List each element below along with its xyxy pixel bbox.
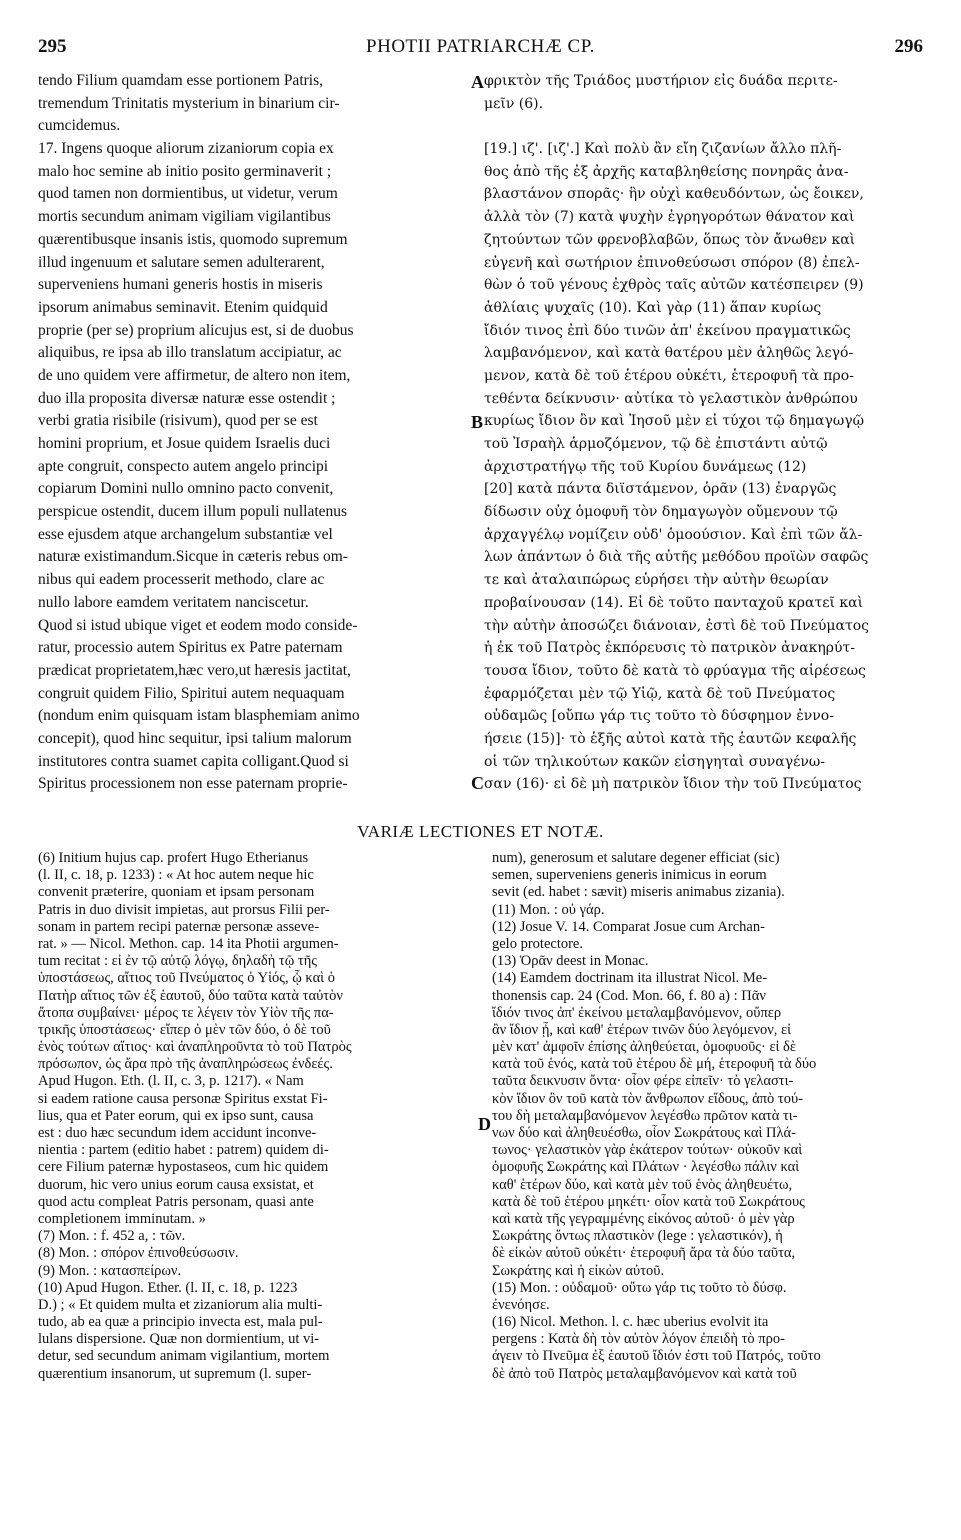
note-line: τρικῆς ὑποστάσεως· εἴπερ ὁ μὲν τῶν δύο, ὁ δὲ τοῦ xyxy=(38,1021,331,1038)
text-line: quod tamen non dormientibus, ut videtur, verum xyxy=(38,185,338,203)
text-line: λων ἁπάντων ὁ διὰ τῆς αὐτῆς μεθόδου προϊὼν σαφῶς xyxy=(484,549,869,566)
note-line: δὲ ἀπὸ τοῦ Πατρὸς μεταλαμβανόμενον καὶ κατὰ τοῦ xyxy=(492,1365,797,1382)
text-line: [20] κατὰ πάντα διϊστάμενον, ὁρᾶν (13) ἐναργῶς xyxy=(484,481,837,498)
note-line: (10) Apud Hugon. Ether. (l. II, c. 18, p. 1223 xyxy=(38,1279,298,1296)
greek-column xyxy=(484,70,924,796)
text-line: [19.] ιζ'. [ιζ'.] Καὶ πολὺ ἂν εἴη ζιζανίων ἄλλο πλῆ- xyxy=(484,141,842,158)
text-line: aliquibus, re ipsa ab illo translatum accipiatur, ac xyxy=(38,344,342,362)
note-line: ἴδιόν τινος ἀπ' ἐκείνου μεταλαμβανόμενον, οὔπερ xyxy=(492,1004,782,1021)
note-line: (15) Mon. : οὐδαμοῦ· οὔτω γάρ τις τοῦτο τὸ δύσφ. xyxy=(492,1279,787,1296)
note-line: quærentium insanorum, ut supremum (l. super- xyxy=(38,1365,312,1382)
note-line: πρόσωπον, ὡς ἄρα πρὸ τῆς ἀναπληρώσεως ἐνδεές. xyxy=(38,1056,333,1073)
text-line: θος ἀπὸ τῆς ἐξ ἀρχῆς καταβληθείσης πονηρᾶς ἀνα- xyxy=(484,163,849,180)
text-line: τουσα ἴδιον, τοῦτο δὲ κατὰ τὸ φρύαγμα τῆς αἱρέσεως xyxy=(484,662,866,679)
text-line: superveniens humani generis hostis in miseris xyxy=(38,276,323,294)
text-line: ἡ ἐκ τοῦ Πατρὸς ἐκπόρευσις τὸ πατρικὸν ἀνακηρύτ- xyxy=(484,640,855,657)
text-line: οἱ τῶν τηλικούτων κακῶν εἰσηγηταὶ συναγένω- xyxy=(484,753,826,770)
text-line: ζητούντων τῶν φρενοβλαβῶν, ὅπως τὸν ἄνωθεν καὶ xyxy=(484,231,856,248)
note-line: τωνος· γελαστικὸν γὰρ ἑκάτερον τούτων· οὐκοῦν καὶ xyxy=(492,1142,803,1159)
text-line: βλαστάνον σπορᾶς· ἣν οὐχὶ καθευδόντων, ὡς ἔοικεν, xyxy=(484,186,864,203)
note-line: thonensis cap. 24 (Cod. Mon. 66, f. 80 a) : Πᾶν xyxy=(492,987,766,1004)
note-line: Σωκράτης καὶ ἡ εἰκὼν αὐτοῦ. xyxy=(492,1262,665,1279)
text-line: θὼν ὁ τοῦ γένους ἐχθρὸς ταῖς αὐτῶν κατέσπειρεν (9) xyxy=(484,277,864,294)
text-line: εὐγενῆ καὶ σωτήριον ἐπινοθεύσωσι σπόρον (8) ἐπελ- xyxy=(484,254,860,271)
text-line: tendo Filium quamdam esse portionem Patris, xyxy=(38,72,323,89)
margin-letter-d: D xyxy=(478,1114,491,1134)
note-line: ὑποστάσεως, αἴτιος τοῦ Πνεύματος ὁ Υἱός, ᾧ καὶ ὁ xyxy=(38,970,335,987)
note-line: est : duo hæc secundum idem accidunt inconve- xyxy=(38,1125,317,1141)
text-line: ήσειε (15)]· τὸ ἑξῆς αὐτοὶ κατὰ τῆς ἑαυτῶν κεφαλῆς xyxy=(484,730,857,747)
text-line: οὐδαμῶς [οὔπω γάρ τις τοῦτο τὸ δύσφημον ἐννο- xyxy=(484,708,834,725)
note-line: καθ' ἑτέρων δύο, καὶ κατὰ μὲν τοῦ ἑνὸς ἀληθευέτω, xyxy=(492,1176,793,1193)
text-line: homini proprium, et Josue quidem Israelis duci xyxy=(38,435,331,452)
margin-letter-b: B xyxy=(471,412,484,432)
note-line: του δὴ μεταλαμβανόμενον λεγέσθω πρῶτον κατὰ τι- xyxy=(492,1107,798,1124)
note-line: D.) ; « Et quidem multa et zizaniorum alia multi- xyxy=(38,1296,323,1313)
page-number-right: 296 xyxy=(894,36,923,57)
note-line: Apud Hugon. Eth. (l. II, c. 3, p. 1217). « Nam xyxy=(38,1073,304,1090)
text-line: ratur, processio autem Spiritus ex Patre paternam xyxy=(38,639,343,657)
text-line: copiarum Domini nullo omnino pacto convenit, xyxy=(38,480,334,498)
note-line: ταῦτα δεικνυσιν ὄντα· οἷον φέρε εἰπεῖν· τὸ γελαστι- xyxy=(492,1073,794,1090)
text-line xyxy=(484,115,924,138)
text-line: ἀθλίαις ψυχαῖς (10). Καὶ γὰρ (11) ἅπαν κυρίως xyxy=(484,299,822,316)
text-line: μενον, κατὰ δὲ τοῦ ἑτέρου οὐκέτι, ἑτεροφυῆ τὰ προ- xyxy=(484,367,854,384)
text-line: apte congruit, conspecto autem angelo principi xyxy=(38,457,329,475)
note-line: detur, sed secundum animam vigilantium, mortem xyxy=(38,1348,330,1365)
text-line: δίδωσιν οὐχ ὁμοφυῆ τὸν δημαγωγὸν οὔμενουν τῷ xyxy=(484,504,838,521)
text-line: proprie (per se) proprium alicujus est, si de duobus xyxy=(38,321,354,339)
note-line: (7) Mon. : f. 452 a, : τῶν. xyxy=(38,1228,186,1245)
text-line: ἐφαρμόζεται μὲν τῷ Υἱῷ, κατὰ δὲ τοῦ Πνεύματος xyxy=(484,685,836,702)
note-line: μὲν κατ' ἀμφοῖν ἐπίσης ἀληθεύεται, ὁμοφυοῦς· εἰ δὲ xyxy=(492,1039,796,1056)
note-line: completionem imminutam. » xyxy=(38,1210,206,1227)
note-line: (11) Mon. : οὐ γάρ. xyxy=(492,901,605,918)
note-line: ἑνὸς τούτων αἴτιος· καὶ ἀναπληροῦντα τὸ τοῦ Πατρὸς xyxy=(38,1039,352,1056)
latin-column xyxy=(38,70,468,796)
note-line: Patris in duo divisit impietas, aut prorsus Filii per- xyxy=(38,901,330,918)
text-line: λαμβανόμενον, καὶ κατὰ θατέρου μὲν ἀληθῶς λεγό- xyxy=(484,345,854,362)
note-line: semen, superveniens generis inimicus in eorum xyxy=(492,867,767,884)
text-line: τοῦ Ἰσραὴλ ἁρμοζόμενον, τῷ δὲ ἐπιστάντι αὐτῷ xyxy=(484,436,828,452)
note-line: κατὰ δὲ τοῦ ἑτέρου μηκέτι· οἷον κατὰ τοῦ Σωκράτους xyxy=(492,1193,805,1210)
note-line: sevit (ed. habet : sævit) miseris animabus zizania). xyxy=(492,884,785,901)
note-line: (12) Josue V. 14. Comparat Josue cum Archan- xyxy=(492,918,765,935)
note-line: καὶ κατὰ τῆς γεγραμμένης εἰκόνος αὐτοῦ· ὁ μὲν γὰρ xyxy=(492,1210,795,1227)
note-line: ἐνενόησε. xyxy=(492,1296,550,1313)
note-line: pergens : Κατὰ δὴ τὸν αὐτὸν λόγον ἐπειδὴ τὸ προ- xyxy=(492,1331,785,1348)
note-line: κατὰ τοῦ ἑνός, κατὰ τοῦ ἑτέρου δὲ μή, ἑτεροφυῆ τὰ δύο xyxy=(492,1056,817,1073)
note-line: tudo, ab ea quæ a principio invecta est, mala pul- xyxy=(38,1314,323,1331)
note-line: convenit præterire, quoniam et ipsam personam xyxy=(38,884,315,901)
note-line: (6) Initium hujus cap. profert Hugo Etherianus xyxy=(38,850,309,866)
text-line: de uno quidem vere affirmetur, de altero non item, xyxy=(38,366,351,384)
page-header xyxy=(38,36,923,60)
text-line: 17. Ingens quoque aliorum zizaniorum copia ex xyxy=(38,140,334,158)
note-line: (14) Eamdem doctrinam ita illustrat Nicol. Me- xyxy=(492,970,768,987)
text-line: cumcidemus. xyxy=(38,117,121,135)
note-line: sonam in partem recipi paternæ personæ asseve- xyxy=(38,918,320,935)
text-line: quærentibusque insanis istis, quomodo supremum xyxy=(38,230,348,248)
note-line: cere Filium paternæ hypostaseos, cum hic quidem xyxy=(38,1159,329,1176)
text-line: ἀρχαγγέλῳ νομίζειν οὐδ' ὁμοούσιον. Καὶ ἐπὶ τῶν ἄλ- xyxy=(484,526,863,543)
text-line: σαν (16)· εἰ δὲ μὴ πατρικὸν ἴδιον τὴν τοῦ Πνεύματος xyxy=(484,776,862,793)
text-line: (nondum enim quisquam istam blasphemiam animo xyxy=(38,707,360,725)
note-line: quod actu compleat Patris personam, quasi ante xyxy=(38,1193,314,1210)
notes-column-right xyxy=(492,850,924,1383)
text-line: verbi gratia risibile (risivum), quod per se est xyxy=(38,412,318,430)
text-line: ἀρχιστρατήγῳ τῆς τοῦ Κυρίου δυνάμεως (12) xyxy=(484,458,807,475)
page-number-left: 295 xyxy=(38,36,67,57)
text-line: perspicue ostendit, ducem illum populi nullatenus xyxy=(38,503,348,521)
note-line: si eadem ratione causa personæ Spiritus exstat Fi- xyxy=(38,1090,328,1107)
note-line: lius, qua et Pater eorum, qui ex ipso sunt, causa xyxy=(38,1107,314,1124)
text-line: duo illa proposita diversæ naturæ esse ostendit ; xyxy=(38,389,336,407)
note-line: ἄτοπα συμβαίνει· μέρος τε λέγειν τὸν Υἱὸν τῆς πα- xyxy=(38,1004,334,1021)
text-line: μεῖν (6). xyxy=(484,95,544,112)
notes-column-left xyxy=(38,850,478,1383)
text-line: institutores contra suamet capita colligant.Quod si xyxy=(38,752,349,770)
note-line: ὁμοφυῆς Σωκράτης καὶ Πλάτων · λεγέσθω πάλιν καὶ xyxy=(492,1159,800,1176)
text-line: ἀλλὰ τὸν (7) κατὰ ψυχὴν ἐγρηγορότων θάνατον καὶ xyxy=(484,209,855,226)
text-line: κυρίως ἴδιον ὂν καὶ Ἰησοῦ μὲν εἰ τύχοι τῷ δημαγωγῷ xyxy=(484,413,865,430)
text-line: ipsorum animabus seminavit. Etenim quidquid xyxy=(38,298,328,316)
note-line: num), generosum et salutare degener efficiat (sic) xyxy=(492,850,780,866)
note-line: Πατὴρ αἴτιος τῶν ἐξ ἑαυτοῦ, δύο ταῦτα κατὰ ταὐτὸν xyxy=(38,987,343,1004)
text-line: Quod si istud ubique viget et eodem modo conside- xyxy=(38,616,358,634)
note-line: (13) Ὁρᾶν deest in Monac. xyxy=(492,953,649,970)
note-line: duorum, hic vero unius eorum causa exsistat, et xyxy=(38,1176,314,1193)
note-line: (16) Nicol. Methon. l. c. hæc uberius evolvit ita xyxy=(492,1314,769,1331)
note-line: tum recitat : εἰ ἐν τῷ αὐτῷ λόγῳ, δηλαδὴ τῷ τῆς xyxy=(38,953,318,970)
note-line: ἂν ἴδιον ᾖ, καὶ καθ' ἑτέρων τινῶν δύο λεγόμενον, εἰ xyxy=(492,1021,792,1038)
note-line: lulans dispersione. Quæ non dormientium, ut vi- xyxy=(38,1331,320,1348)
note-line: Σωκράτης ὄντως πλαστικὸν (lege : γελαστικόν), ἡ xyxy=(492,1228,783,1245)
text-line: τεθέντα δείκνυσιν· αὐτίκα τὸ γελαστικὸν ἀνθρώπου xyxy=(484,390,858,407)
text-line: naturæ existimandum.Sicque in cæteris rebus om- xyxy=(38,548,348,566)
text-line: nullo labore eamdem veritatem nanciscetur. xyxy=(38,593,309,611)
text-line: mortis secundum animam vigiliam vigilantibus xyxy=(38,208,331,226)
text-line: esse ejusdem atque archangelum substantiæ vel xyxy=(38,525,333,543)
note-line: (8) Mon. : σπόρον ἐπινοθεύσωσιν. xyxy=(38,1245,239,1262)
notes-title: VARIÆ LECTIONES ET NOTÆ. xyxy=(357,822,604,841)
text-line: τε καὶ ἀταλαιπώρως εὑρήσει τὴν αὐτὴν θεωρίαν xyxy=(484,572,829,589)
text-line: prædicat proprietatem,hæc vero,ut hæresis jactitat, xyxy=(38,661,351,679)
note-line: (l. II, c. 18, p. 1233) : « At hoc autem neque hic xyxy=(38,867,314,884)
note-line: νων δύο καὶ ἀληθευέσθω, οἷον Σωκράτους καὶ Πλά- xyxy=(492,1125,796,1141)
running-title: PHOTII PATRIARCHÆ CP. xyxy=(366,36,595,57)
note-line: gelo protectore. xyxy=(492,935,583,952)
text-line: τὴν αὐτὴν ἀποσώζει διάνοιαν, ἐστὶ δὲ τοῦ Πνεύματος xyxy=(484,617,869,634)
text-line: illud ingenuum et salutare semen adulterarent, xyxy=(38,253,325,271)
margin-letter-c: C xyxy=(471,773,484,793)
note-line: άγειν τὸ Πνεῦμα ἐξ ἑαυτοῦ ἴδιόν ἐστι τοῦ Πατρός, τοῦτο xyxy=(492,1348,821,1365)
text-line: προβαίνουσαν (14). Εἰ δὲ τοῦτο πανταχοῦ κρατεῖ καὶ xyxy=(484,594,864,611)
text-line: tremendum Trinitatis mysterium in binarium cir- xyxy=(38,94,340,112)
note-line: rat. » — Nicol. Methon. cap. 14 ita Photii argumen- xyxy=(38,935,339,952)
text-line: Spiritus processionem non esse paternam proprie- xyxy=(38,775,348,793)
margin-letter-a: A xyxy=(471,72,484,92)
text-line: nibus qui eadem processerit methodo, clare ac xyxy=(38,571,325,589)
note-line: κὸν ἴδιον ὂν τοῦ κατὰ τὸν ἄνθρωπον εἴδους, ἀπὸ τού- xyxy=(492,1090,803,1107)
text-line: concepit), quod hinc sequitur, ipsi talium malorum xyxy=(38,729,352,747)
text-line: ἴδιόν τινος ἐπὶ δύο τινῶν ἀπ' ἐκείνου πραγματικῶς xyxy=(484,322,851,339)
text-line: malo hoc semine ab initio posito germinaverit ; xyxy=(38,162,332,180)
text-line: φρικτὸν τῆς Τριάδος μυστήριον εἰς δυάδα περιτε- xyxy=(484,73,838,89)
text-line: congruit quidem Filio, Spiritui autem nequaquam xyxy=(38,684,345,702)
note-line: δὲ εἰκὼν αὐτοῦ οὐκέτι· ἑτεροφυῆ ἄρα τὰ δύο ταῦτα, xyxy=(492,1245,796,1262)
note-line: nientia : partem (editio habet : patrem) quidem di- xyxy=(38,1142,329,1159)
note-line: (9) Mon. : κατασπείρων. xyxy=(38,1262,182,1279)
